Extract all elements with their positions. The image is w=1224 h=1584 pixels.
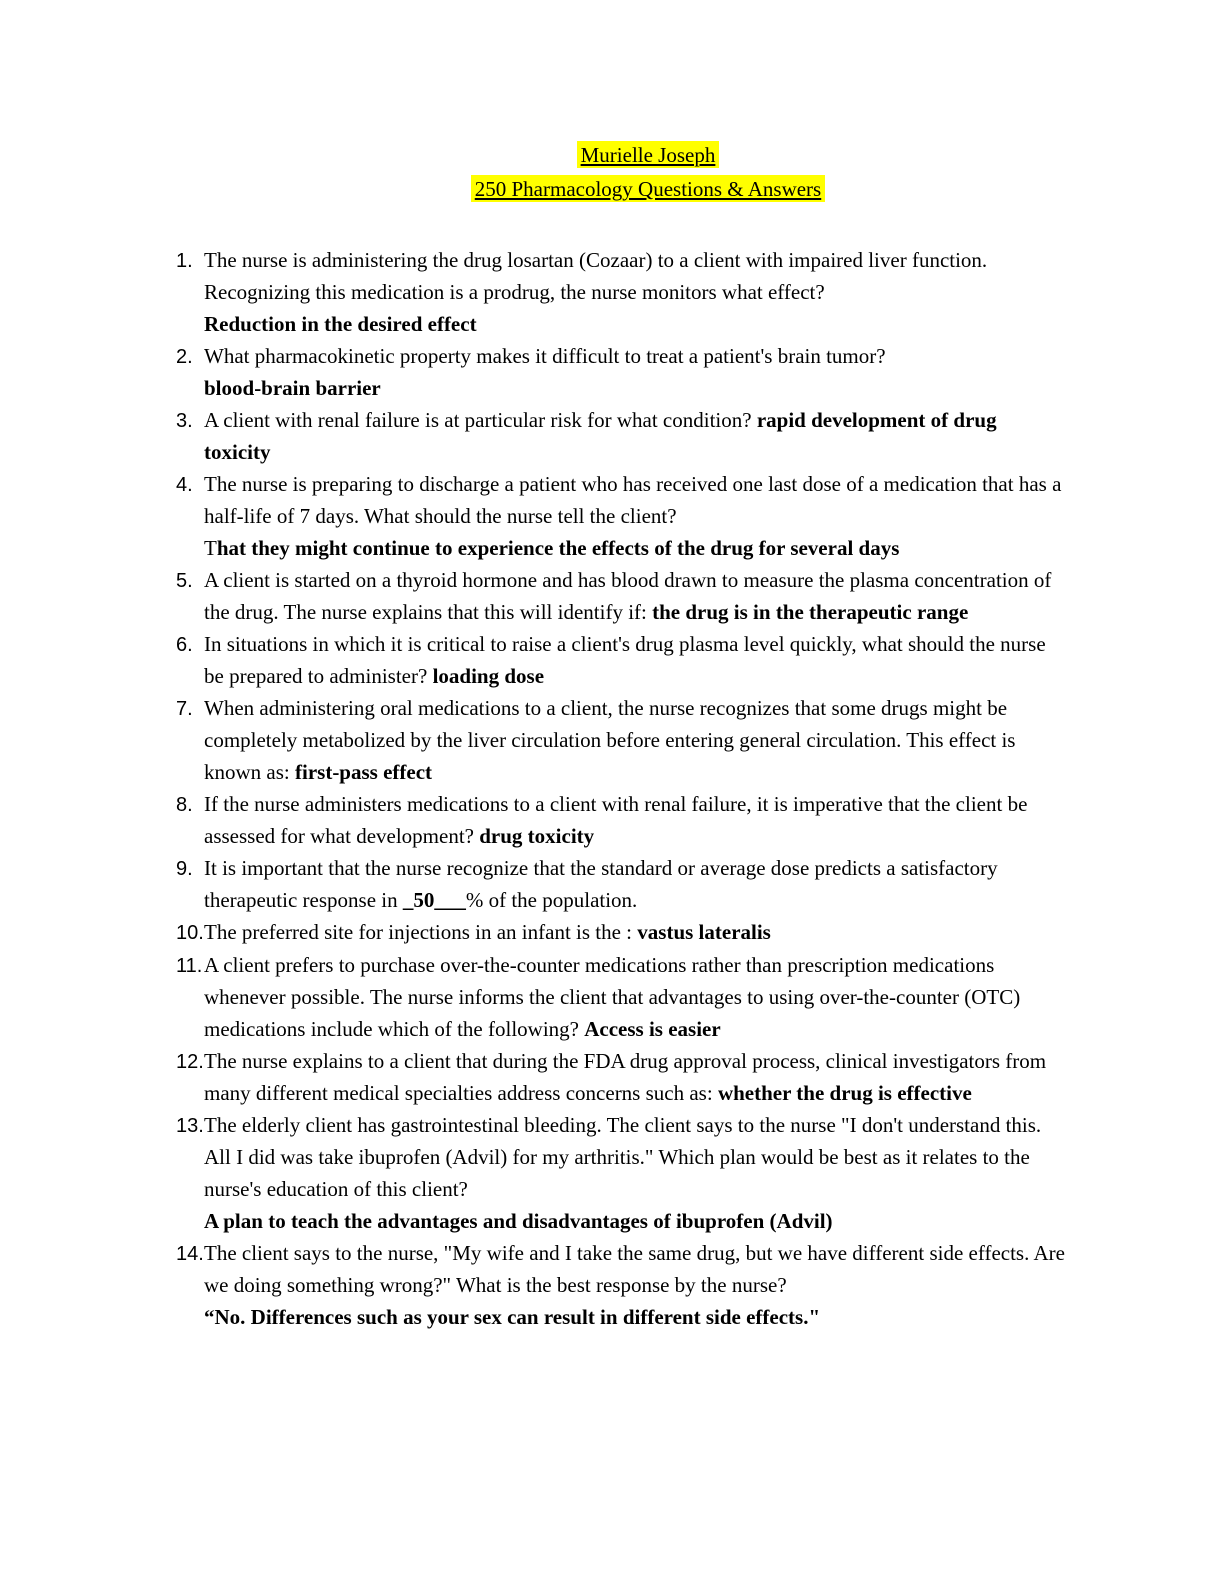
question-run: A client is started on a thyroid hormone and has blood drawn to measure the plasma concentration of the drug. The nurse explains that this will identify if: xyxy=(204,568,1052,624)
question-text xyxy=(204,852,1066,916)
answer-run: Access is easier xyxy=(584,1017,721,1041)
question-number: 6. xyxy=(176,634,193,656)
question-run: What pharmacokinetic property makes it difficult to treat a patient's brain tumor? xyxy=(204,344,886,368)
question-run: The preferred site for injections in an infant is the : xyxy=(204,920,638,944)
answer-run: rapid development of drug toxicity xyxy=(204,408,997,464)
question-text xyxy=(204,1045,1066,1109)
question-text xyxy=(204,244,1066,340)
question-run: It is important that the nurse recognize that the standard or average dose predicts a satisfactory therapeutic response in xyxy=(204,856,998,912)
question-item xyxy=(176,628,1066,692)
question-text xyxy=(204,949,1066,1045)
answer-run: loading dose xyxy=(432,664,545,688)
question-run: In situations in which it is critical to raise a client's drug plasma level quickly, what should the nurse be prepared to administer? xyxy=(204,632,1046,688)
question-item xyxy=(176,852,1066,916)
question-number: 9. xyxy=(176,858,193,880)
question-text xyxy=(204,788,1066,852)
answer-run: vastus lateralis xyxy=(637,920,771,944)
question-text xyxy=(204,1237,1066,1333)
question-item xyxy=(176,949,1066,1045)
question-number: 3. xyxy=(176,410,193,432)
answer-run: “No. Differences such as your sex can result in different side effects." xyxy=(204,1305,821,1329)
question-run: When administering oral medications to a client, the nurse recognizes that some drugs might be completely metabolized by the liver circulation before entering general circulation. This effect is known as: xyxy=(204,696,1016,784)
title-heading-highlighted: 250 Pharmacology Questions & Answers xyxy=(471,175,825,202)
question-text xyxy=(204,628,1066,692)
question-run: The nurse explains to a client that during the FDA drug approval process, clinical investigators from many different medical specialties address concerns such as: xyxy=(204,1049,1047,1105)
answer-run: whether the drug is effective xyxy=(717,1081,972,1105)
question-number: 8. xyxy=(176,794,193,816)
answer-run: first-pass effect xyxy=(295,760,433,784)
question-run: T xyxy=(204,536,217,560)
answer-run: Reduction in the desired effect xyxy=(204,312,477,336)
question-number: 13. xyxy=(176,1115,204,1137)
question-run: % of the population. xyxy=(465,888,638,912)
question-text xyxy=(204,564,1066,628)
question-item xyxy=(176,1045,1066,1109)
question-item xyxy=(176,564,1066,628)
question-text xyxy=(204,340,1066,404)
question-number: 14. xyxy=(176,1243,204,1265)
question-run: The nurse is preparing to discharge a patient who has received one last dose of a medication that has a half-life of 7 days. What should the nurse tell the client? xyxy=(204,472,1062,528)
question-item xyxy=(176,340,1066,404)
question-item xyxy=(176,916,1066,949)
question-number: 4. xyxy=(176,474,193,496)
question-run: The client says to the nurse, "My wife and I take the same drug, but we have different side effects. Are we doing something wrong?" What is the best response by the nurse? xyxy=(204,1241,1065,1297)
question-item xyxy=(176,1109,1066,1237)
question-run: The elderly client has gastrointestinal bleeding. The client says to the nurse "I don't understand this. All I did was take ibuprofen (Advil) for my arthritis." Which plan would be best as it relates to the nurse's education of this client? xyxy=(204,1113,1042,1201)
question-run: The nurse is administering the drug losartan (Cozaar) to a client with impaired liver function. Recognizing this medication is a prodrug, the nurse monitors what effect? xyxy=(204,248,988,304)
answer-run: A plan to teach the advantages and disadvantages of ibuprofen (Advil) xyxy=(204,1209,833,1233)
question-text xyxy=(204,468,1066,564)
question-number: 7. xyxy=(176,698,193,720)
question-list xyxy=(176,244,1066,1333)
question-text xyxy=(204,916,1066,948)
question-run: A client prefers to purchase over-the-counter medications rather than prescription medications whenever possible. The nurse informs the client that advantages to using over-the-counter (OTC) medications include which of the following? xyxy=(204,953,1021,1041)
question-item xyxy=(176,788,1066,852)
title-block xyxy=(216,0,1080,206)
question-item xyxy=(176,692,1066,788)
answer-run: blood-brain barrier xyxy=(204,376,381,400)
question-run: A client with renal failure is at particular risk for what condition? xyxy=(204,408,757,432)
answer-run: the drug is in the therapeutic range xyxy=(652,600,969,624)
question-item xyxy=(176,1237,1066,1333)
question-number: 10. xyxy=(176,922,204,944)
title-author-highlighted: Murielle Joseph xyxy=(577,141,720,168)
question-item xyxy=(176,468,1066,564)
question-text xyxy=(204,404,1066,468)
question-item xyxy=(176,244,1066,340)
question-item xyxy=(176,404,1066,468)
answer-run: hat they might continue to experience the effects of the drug for several days xyxy=(216,536,900,560)
question-number: 1. xyxy=(176,250,193,272)
answer-run: _50___ xyxy=(402,888,466,912)
title-line-author xyxy=(216,138,1080,172)
answer-run: drug toxicity xyxy=(479,824,595,848)
question-text xyxy=(204,1109,1066,1237)
question-number: 5. xyxy=(176,570,193,592)
question-text xyxy=(204,692,1066,788)
question-number: 2. xyxy=(176,346,193,368)
question-number: 12. xyxy=(176,1051,204,1073)
title-line-heading xyxy=(216,172,1080,206)
question-number: 11. xyxy=(176,955,203,977)
question-run: If the nurse administers medications to a client with renal failure, it is imperative that the client be assessed for what development? xyxy=(204,792,1028,848)
